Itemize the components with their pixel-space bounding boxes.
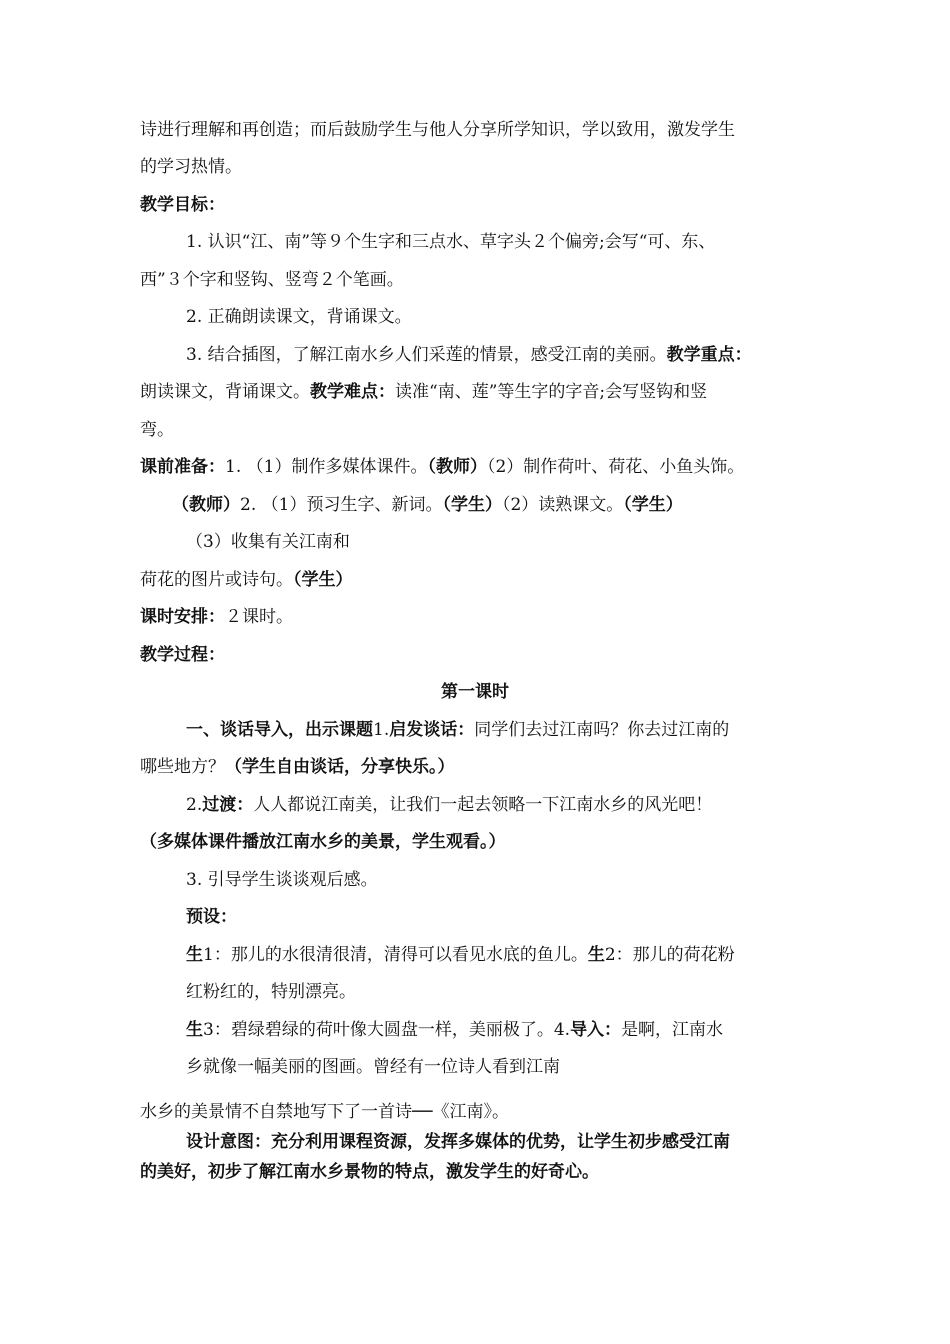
prep-line-2 [172,494,683,516]
difficulty-text-cont: 弯。 [140,420,174,440]
prep-item-3: 2. （1）预习生字、新词。 [240,495,443,515]
step-1-line [186,719,729,741]
step-4-text-cont: 乡就像一幅美丽的图画。曾经有一位诗人看到江南 [186,1057,560,1077]
step-2-label: 过渡： [202,795,254,815]
schedule-value: ２课时。 [225,607,293,627]
prep-line-3: （3）收集有关江南和 [186,532,350,552]
student-tag: （学生） [442,495,502,515]
student-2-label: 生 [587,945,605,965]
student-answer-line-3 [186,1019,723,1041]
prep-item-1: 1. （1）制作多媒体课件。 [225,457,428,477]
teacher-tag-2: （教师） [172,495,240,515]
step-2-line [186,794,712,816]
student-3-text: 3：碧绿碧绿的荷叶像大圆盘一样，美丽极了。 [203,1020,554,1040]
student-2-text: 2：那儿的荷花粉 [604,945,735,965]
step-1-line-2 [140,756,455,778]
difficulty-label: 教学难点： [310,382,395,402]
teaching-goals-heading: 教学目标： [140,195,225,215]
goal-1-line-2: 西”３个字和竖钩、竖弯２个笔画。 [140,270,404,290]
step-4-text: 是啊，江南水 [621,1020,724,1040]
step-1-text-cont: 哪些地方？ [140,757,225,777]
teacher-tag: （教师） [427,457,487,477]
step-2-number: 2. [186,795,203,815]
intro-paragraph-line-1: 诗进行理解和再创造；而后鼓励学生与他人分享所学知识，学以致用，激发学生 [140,120,735,140]
step-1-note: （学生自由谈话，分享快乐。） [225,757,455,777]
schedule-line [140,606,293,628]
design-intent-line-1: 设计意图：充分利用课程资源，发挥多媒体的优势，让学生初步感受江南 [186,1132,730,1152]
step-3: 3. 引导学生谈谈观后感。 [186,870,378,890]
prep-line-1 [140,456,744,478]
step-4-label: 导入： [570,1020,622,1040]
preset-label: 预设： [186,907,237,927]
student-answer-line-1 [186,944,735,966]
goal-1-line-1: 1. 认识“江、南”等９个生字和三点水、草字头２个偏旁;会写“可、东、 [186,232,716,252]
prep-item-4: （2）读熟课文。 [501,495,624,515]
lesson-1-title: 第一课时 [441,682,509,702]
prep-label: 课前准备： [140,457,225,477]
step-1-number: 1. [373,720,390,740]
design-intent-line-2: 的美好，初步了解江南水乡景物的特点，激发学生的好奇心。 [140,1162,599,1182]
step-2-note: （多媒体课件播放江南水乡的美景，学生观看。） [140,832,506,852]
goal-2: 2. 正确朗读课文，背诵课文。 [186,307,412,327]
step-2-text: 人人都说江南美，让我们一起去领略一下江南水乡的风光吧！ [253,795,713,815]
step-4-number: 4. [553,1020,571,1040]
process-heading: 教学过程： [140,645,225,665]
student-1-label: 生 [186,945,203,965]
schedule-label: 课时安排： [140,607,225,627]
intro-paragraph-line-2: 的学习热情。 [140,157,242,177]
student-1-text: 1：那儿的水很清很清，清得可以看见水底的鱼儿。 [203,945,588,965]
step-1-label: 一、谈话导入，出示课题 [186,720,373,740]
student-tag-3: （学生） [293,570,353,590]
goal-3-line [186,344,752,366]
prep-line-4 [140,569,353,591]
student-3-label: 生 [186,1020,203,1040]
step-1-sub-label: 启发谈话： [389,720,475,740]
difficulty-text: 读准“南、莲”等生字的字音;会写竖钩和竖 [395,382,708,402]
prep-item-5: 荷花的图片或诗句。 [140,570,293,590]
key-points-text: 朗读课文，背诵课文。 [140,382,310,402]
step-4-text-cont-2: 水乡的美景情不自禁地写下了一首诗──《江南》。 [140,1102,509,1122]
key-points-label: 教学重点： [666,345,752,365]
student-tag-2: （学生） [623,495,683,515]
prep-item-2: （2）制作荷叶、荷花、小鱼头饰。 [486,457,745,477]
student-2-text-cont: 红粉红的，特别漂亮。 [186,982,356,1002]
difficulty-line [140,381,707,403]
goal-3-text: 3. 结合插图，了解江南水乡人们采莲的情景，感受江南的美丽。 [186,345,667,365]
step-1-text: 同学们去过江南吗？你去过江南的 [474,720,730,740]
